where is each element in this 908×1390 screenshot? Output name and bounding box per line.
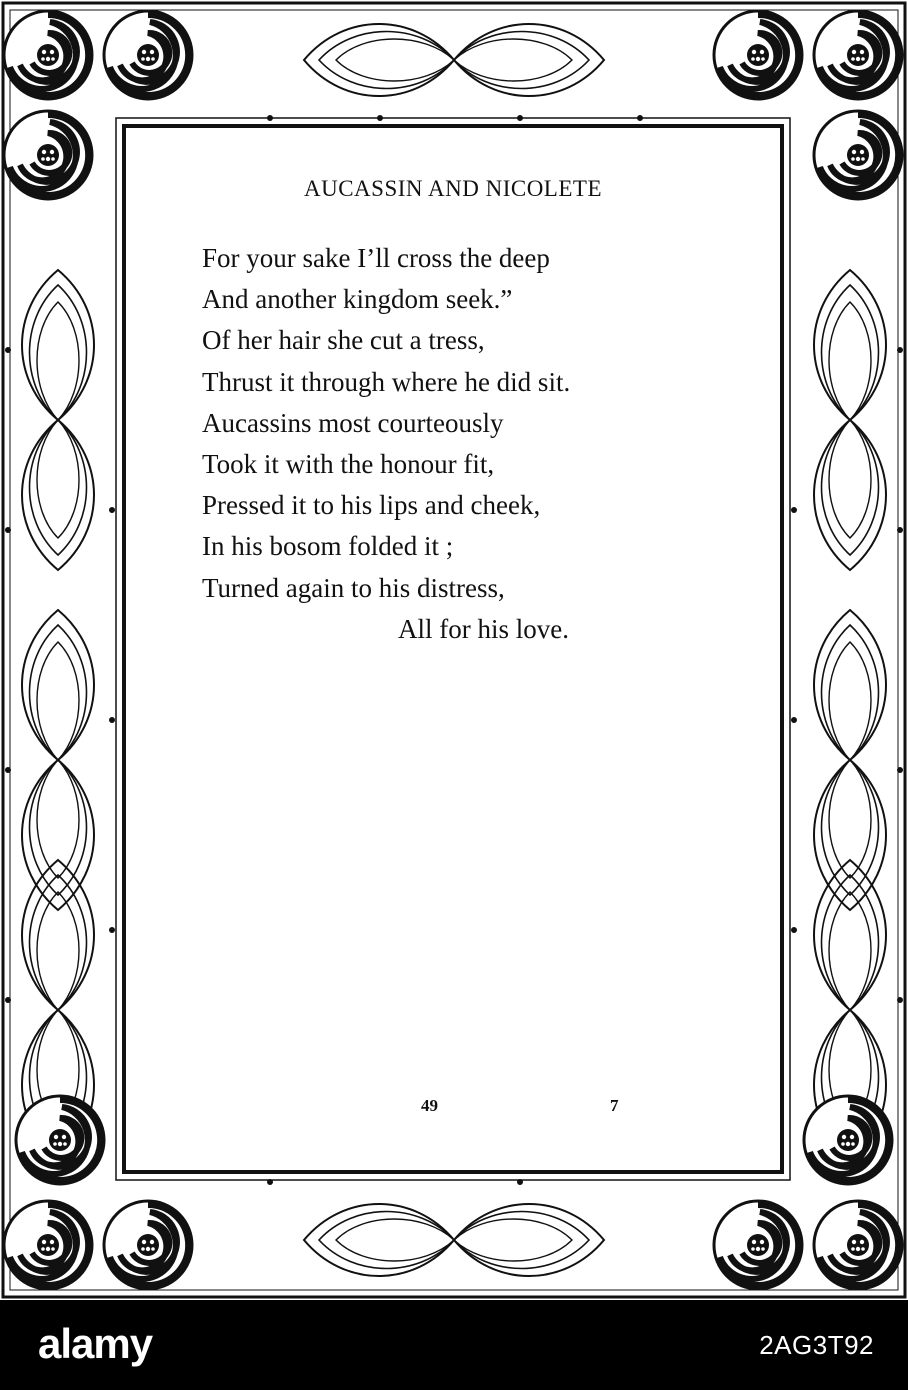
poem-line: Thrust it through where he did sit.: [202, 366, 571, 397]
poem-line: Turned again to his distress,: [202, 572, 505, 603]
poem-refrain-line: All for his love.: [398, 613, 569, 644]
page-number: 49: [421, 1096, 438, 1115]
poem-line: For your sake I’ll cross the deep: [202, 243, 550, 273]
text-panel: [126, 128, 780, 1170]
running-head: AUCASSIN AND NICOLETE: [304, 176, 602, 201]
poem-line: Of her hair she cut a tress,: [202, 325, 485, 356]
poem-line: Took it with the honour fit,: [202, 449, 495, 480]
poem-line: Aucassins most courteously: [202, 407, 504, 438]
signature-mark: 7: [610, 1096, 619, 1115]
image-id-label: 2AG3T92: [759, 1330, 874, 1360]
alamy-logo: alamy: [38, 1320, 153, 1367]
poem-line: Pressed it to his lips and cheek,: [202, 490, 541, 521]
poem-line: In his bosom folded it ;: [202, 531, 454, 562]
poem-line: And another kingdom seek.”: [202, 284, 513, 315]
watermark-footer-bar: [0, 1300, 908, 1390]
poem-stanza: [202, 238, 570, 650]
